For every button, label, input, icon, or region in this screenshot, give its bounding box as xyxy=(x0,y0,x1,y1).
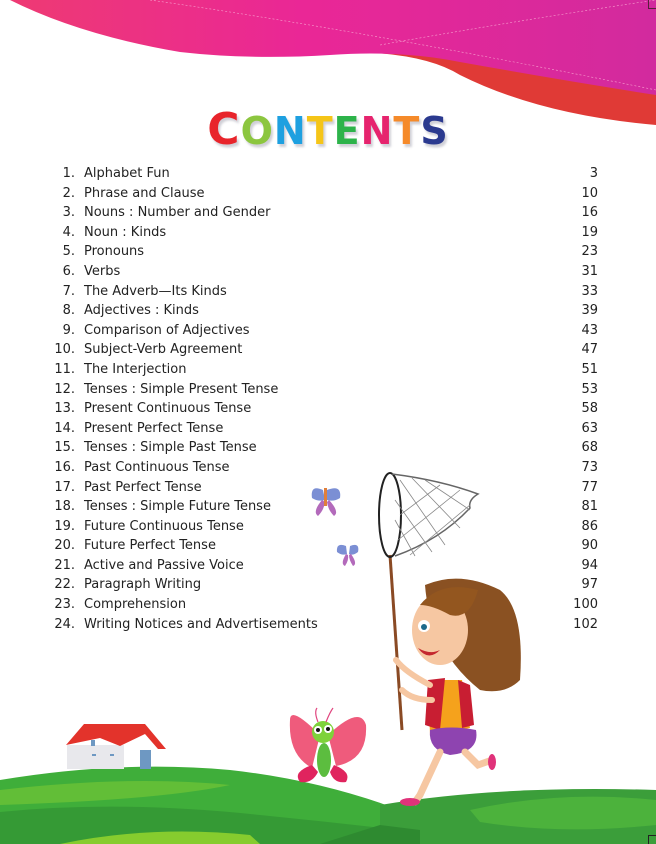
toc-entry-number: 1. xyxy=(62,166,75,181)
crop-mark-bottom-right xyxy=(648,835,656,844)
toc-entry xyxy=(50,419,602,439)
toc-entry xyxy=(50,223,602,243)
toc-entry-page: 81 xyxy=(581,499,598,515)
toc-entry-number: 15. xyxy=(54,440,75,456)
toc-entry-number: 21. xyxy=(54,557,75,573)
toc-entry-title: Writing Notices and Advertisements xyxy=(84,616,318,632)
toc-entry-page: 10 xyxy=(581,185,598,201)
toc-entry-page: 33 xyxy=(581,283,598,299)
toc-entry-title: Subject-Verb Agreement xyxy=(84,342,243,358)
toc-entry-title: Pronouns xyxy=(84,244,145,260)
toc-entry xyxy=(50,321,602,341)
toc-entry-title: Tenses : Simple Future Tense xyxy=(84,499,271,515)
toc-entry-title: The Adverb—Its Kinds xyxy=(84,283,227,299)
title-letter: T xyxy=(306,109,334,153)
toc-entry-number: 7. xyxy=(62,283,75,299)
toc-entry xyxy=(50,399,602,419)
toc-entry-title: Future Continuous Tense xyxy=(84,518,244,534)
toc-entry-number: 6. xyxy=(62,263,75,279)
toc-entry xyxy=(50,536,602,556)
house-icon xyxy=(66,724,166,769)
toc-entry-page: 16 xyxy=(581,205,598,221)
toc-entry-number: 12. xyxy=(54,381,75,397)
toc-entry-page: 3 xyxy=(589,166,598,181)
toc-entry-title: Tenses : Simple Past Tense xyxy=(84,440,257,456)
page-title xyxy=(0,104,656,155)
toc-entry xyxy=(50,615,602,635)
green-hills xyxy=(0,767,656,844)
toc-entry-number: 2. xyxy=(62,185,75,201)
toc-entry-title: The Interjection xyxy=(84,361,187,377)
toc-entry-number: 19. xyxy=(54,518,75,534)
toc-entry-page: 43 xyxy=(581,322,598,338)
toc-entry-title: Past Continuous Tense xyxy=(84,459,230,475)
toc-entry-number: 23. xyxy=(54,597,75,613)
toc-entry-title: Active and Passive Voice xyxy=(84,557,244,573)
crop-mark-top-right xyxy=(648,0,656,9)
toc-entry-page: 19 xyxy=(581,224,598,240)
toc-entry-number: 17. xyxy=(54,479,75,495)
toc-entry-page: 39 xyxy=(581,303,598,319)
toc-entry-page: 68 xyxy=(581,440,598,456)
toc-entry-page: 86 xyxy=(581,518,598,534)
toc-entry-title: Noun : Kinds xyxy=(84,224,167,240)
toc-entry-title: Verbs xyxy=(84,263,121,279)
toc-entry xyxy=(50,438,602,458)
toc-entry xyxy=(50,282,602,302)
toc-entry-page: 94 xyxy=(581,557,598,573)
toc-entry-number: 18. xyxy=(54,499,75,515)
toc-entry xyxy=(50,595,602,615)
toc-entry-number: 11. xyxy=(54,361,75,377)
toc-entry-number: 16. xyxy=(54,459,75,475)
toc-entry-number: 20. xyxy=(54,538,75,554)
toc-entry-title: Tenses : Simple Present Tense xyxy=(84,381,279,397)
title-letter: O xyxy=(240,109,274,153)
toc-entry xyxy=(50,556,602,576)
toc-entry xyxy=(50,517,602,537)
toc-entry-page: 77 xyxy=(581,479,598,495)
toc-entry xyxy=(50,203,602,223)
toc-entry xyxy=(50,478,602,498)
toc-entry-page: 23 xyxy=(581,244,598,260)
toc-entry-page: 31 xyxy=(581,263,598,279)
title-letter: N xyxy=(360,109,394,153)
toc-entry xyxy=(50,262,602,282)
toc-entry-number: 13. xyxy=(54,401,75,417)
toc-entry-number: 22. xyxy=(54,577,75,593)
toc-entry-number: 5. xyxy=(62,244,75,260)
toc-entry-title: Future Perfect Tense xyxy=(84,538,216,554)
toc-entry xyxy=(50,340,602,360)
toc-entry-page: 58 xyxy=(581,401,598,417)
toc-entry-title: Alphabet Fun xyxy=(84,166,170,181)
toc-entry-page: 73 xyxy=(581,459,598,475)
toc-entry-title: Present Continuous Tense xyxy=(84,401,252,417)
title-letter: C xyxy=(207,104,241,155)
toc-entry xyxy=(50,184,602,204)
toc-entry xyxy=(50,360,602,380)
toc-entry-number: 3. xyxy=(62,205,75,221)
toc-entry-page: 47 xyxy=(581,342,598,358)
toc-entry-number: 9. xyxy=(62,322,75,338)
toc-entry-title: Comparison of Adjectives xyxy=(84,322,250,338)
toc-entry xyxy=(50,458,602,478)
title-letter: S xyxy=(420,109,449,153)
toc-entry-number: 4. xyxy=(62,224,75,240)
toc-entry xyxy=(50,575,602,595)
title-letter: N xyxy=(273,109,307,153)
toc-entry-title: Comprehension xyxy=(84,597,187,613)
title-letter: T xyxy=(393,109,421,153)
toc-entry-page: 51 xyxy=(581,361,598,377)
toc-entry xyxy=(50,164,602,184)
toc-entry-title: Phrase and Clause xyxy=(84,185,205,201)
toc-entry-number: 8. xyxy=(62,303,75,319)
toc-entry xyxy=(50,380,602,400)
toc-entry-title: Paragraph Writing xyxy=(84,577,202,593)
table-of-contents xyxy=(50,164,602,634)
toc-entry-title: Past Perfect Tense xyxy=(84,479,202,495)
toc-entry xyxy=(50,301,602,321)
toc-entry-page: 53 xyxy=(581,381,598,397)
pink-butterfly-icon xyxy=(290,708,366,782)
toc-entry-title: Present Perfect Tense xyxy=(84,420,224,436)
toc-entry-page: 102 xyxy=(573,616,598,632)
toc-entry-number: 10. xyxy=(54,342,75,358)
toc-entry-page: 63 xyxy=(581,420,598,436)
toc-entry-page: 97 xyxy=(581,577,598,593)
toc-entry-title: Adjectives : Kinds xyxy=(84,303,199,319)
toc-entry xyxy=(50,497,602,517)
toc-entry-number: 24. xyxy=(54,616,75,632)
toc-entry xyxy=(50,242,602,262)
toc-entry-page: 100 xyxy=(573,597,598,613)
toc-entry-title: Nouns : Number and Gender xyxy=(84,205,271,221)
title-letter: E xyxy=(333,109,361,153)
toc-entry-number: 14. xyxy=(54,420,75,436)
toc-entry-page: 90 xyxy=(581,538,598,554)
